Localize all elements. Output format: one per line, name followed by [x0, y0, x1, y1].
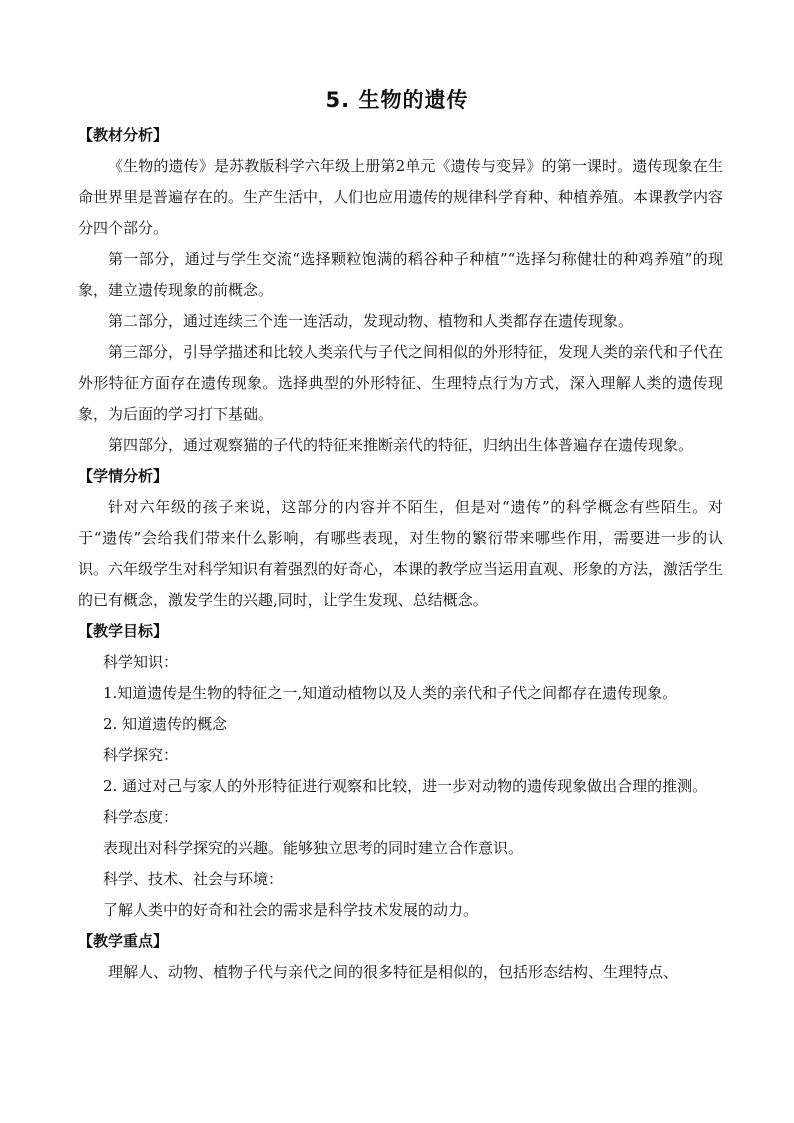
goal-attitude-text: 表现出对科学探究的兴趣。能够独立思考的同时建立合作意识。: [103, 839, 524, 857]
section-heading-key-points: 【教学重点】: [78, 932, 169, 950]
section-heading-learners: 【学情分析】: [78, 467, 169, 485]
goal-knowledge-2: 2. 知道遗传的概念: [103, 715, 228, 733]
goal-knowledge-1: 1.知道遗传是生物的特征之一,知道动植物以及人类的亲代和子代之间都存在遗传现象。: [103, 684, 678, 702]
analysis-paragraph-2: 第一部分，通过与学生交流“选择颗粒饱满的稻谷种子种植”“选择匀称健壮的种鸡养殖”的现象，建立遗传现象的前概念。: [78, 250, 723, 299]
analysis-paragraph-3: 第二部分，通过连续三个连一连活动，发现动物、植物和人类都存在遗传现象。: [108, 312, 634, 330]
analysis-paragraph-1: 《生物的遗传》是苏教版科学六年级上册第2单元《遗传与变异》的第一课时。遗传现象在生命世界里是普遍存在的。生产生活中，人们也应用遗传的规律科学育种、种植养殖。本课教学内容分四个部分。: [78, 157, 724, 237]
goal-inquiry-2: 2. 通过对己与家人的外形特征进行观察和比较，进一步对动物的遗传现象做出合理的推测。: [103, 777, 708, 795]
learners-paragraph: 针对六年级的孩子来说，这部分的内容并不陌生，但是对“遗传”的科学概念有些陌生。对于“遗传”会给我们带来什么影响，有哪些表现，对生物的繁衍带来哪些作用，需要进一步的认识。六年级学生对科学知识有着强烈的好奇心，本课的教学应当运用直观、形象的方法，激活学生的已有概念，激发学生的兴趣,同时，让学生发现、总结概念。: [78, 498, 724, 609]
goal-sts-label: 科学、技术、社会与环境：: [103, 870, 284, 888]
key-points-paragraph: 理解人、动物、植物子代与亲代之间的很多特征是相似的，包括形态结构、生理特点、: [108, 963, 679, 981]
document-body: [78, 120, 723, 988]
analysis-paragraph-4: 第三部分，引导学描述和比较人类亲代与子代之间相似的外形特征，发现人类的亲代和子代在外形特征方面存在遗传现象。选择典型的外形特征、生理特点行为方式，深入理解人类的遗传现象，为后面的学习打下基础。: [78, 343, 724, 423]
goal-attitude-label: 科学态度：: [103, 808, 179, 826]
goal-inquiry-label: 科学探究：: [103, 746, 179, 764]
goal-knowledge-label: 科学知识：: [103, 653, 179, 671]
goal-sts-text: 了解人类中的好奇和社会的需求是科学技术发展的动力。: [103, 901, 479, 919]
document-title: 5. 生物的遗传: [325, 88, 469, 112]
section-heading-analysis: 【教材分析】: [78, 126, 169, 144]
section-heading-goals: 【教学目标】: [78, 622, 169, 640]
analysis-paragraph-5: 第四部分，通过观察猫的子代的特征来推断亲代的特征，归纳出生体普遍存在遗传现象。: [108, 436, 694, 454]
